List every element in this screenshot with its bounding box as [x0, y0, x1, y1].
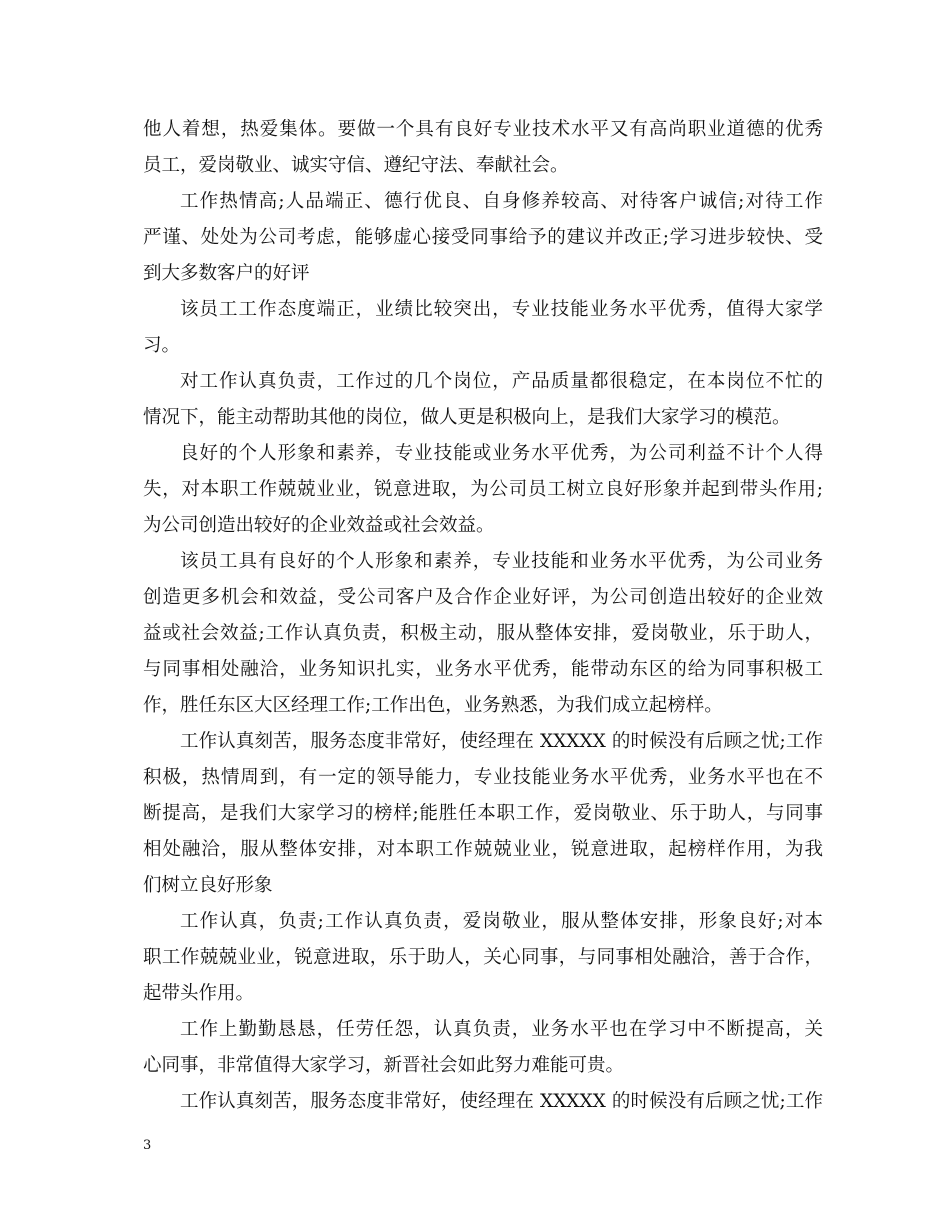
text-line: 与同事相处融洽，业务知识扎实，业务水平优秀，能带动东区的给为同事积极工	[143, 659, 823, 680]
text-line: 心同事，非常值得大家学习，新晋社会如此努力难能可贵。	[143, 1055, 625, 1076]
text-line: 作，胜任东区大区经理工作;工作出色，业务熟悉，为我们成立起榜样。	[143, 695, 723, 716]
paragraph-start-line: 工作认真，负责;工作认真负责，爱岗敬业，服从整体安排，形象良好;对本	[180, 911, 823, 932]
paragraph-start-line: 工作上勤勤恳恳，任劳任怨，认真负责，业务水平也在学习中不断提高，关	[180, 1019, 823, 1040]
paragraph-start-line: 该员工工作态度端正，业绩比较突出，专业技能业务水平优秀，值得大家学	[180, 299, 823, 320]
text-line: 失，对本职工作兢兢业业，锐意进取，为公司员工树立良好形象并起到带头作用;	[143, 479, 823, 500]
text-line: 创造更多机会和效益，受公司客户及合作企业好评，为公司创造出较好的企业效	[143, 587, 823, 608]
text-line: 情况下，能主动帮助其他的岗位，做人更是积极向上，是我们大家学习的模范。	[143, 407, 791, 428]
text-line: 相处融洽，服从整体安排，对本职工作兢兢业业，锐意进取，起榜样作用，为我	[143, 839, 823, 860]
paragraph-start-line: 对工作认真负责，工作过的几个岗位，产品质量都很稳定，在本岗位不忙的	[180, 371, 823, 392]
text-line: 习。	[143, 335, 181, 356]
text-line: 积极，热情周到，有一定的领导能力，专业技能业务水平优秀，业务水平也在不	[143, 767, 823, 788]
page-number: 3	[143, 1138, 152, 1153]
text-line: 断提高，是我们大家学习的榜样;能胜任本职工作，爱岗敬业、乐于助人，与同事	[143, 803, 823, 824]
text-line: 为公司创造出较好的企业效益或社会效益。	[143, 515, 495, 536]
text-line: 员工，爱岗敬业、诚实守信、遵纪守法、奉献社会。	[143, 155, 569, 176]
paragraph-start-line: 工作认真刻苦，服务态度非常好，使经理在 XXXXX 的时候没有后顾之忧;工作	[180, 1091, 823, 1112]
text-line: 们树立良好形象	[143, 875, 273, 896]
paragraph-start-line: 工作热情高;人品端正、德行优良、自身修养较高、对待客户诚信;对待工作	[180, 191, 823, 212]
document-body	[143, 112, 823, 1120]
text-line: 到大多数客户的好评	[143, 263, 310, 284]
text-line: 起带头作用。	[143, 983, 255, 1004]
text-line: 严谨、处处为公司考虑，能够虚心接受同事给予的建议并改正;学习进步较快、受	[143, 227, 823, 248]
paragraph-start-line: 良好的个人形象和素养，专业技能或业务水平优秀，为公司利益不计个人得	[180, 443, 823, 464]
paragraph-start-line: 工作认真刻苦，服务态度非常好，使经理在 XXXXX 的时候没有后顾之忧;工作	[180, 731, 823, 752]
text-line: 他人着想，热爱集体。要做一个具有良好专业技术水平又有高尚职业道德的优秀	[143, 119, 823, 140]
paragraph-start-line: 该员工具有良好的个人形象和素养，专业技能和业务水平优秀，为公司业务	[180, 551, 823, 572]
text-line: 职工作兢兢业业，锐意进取，乐于助人，关心同事，与同事相处融洽，善于合作，	[143, 947, 823, 968]
text-line: 益或社会效益;工作认真负责，积极主动，服从整体安排，爱岗敬业，乐于助人，	[143, 623, 823, 644]
